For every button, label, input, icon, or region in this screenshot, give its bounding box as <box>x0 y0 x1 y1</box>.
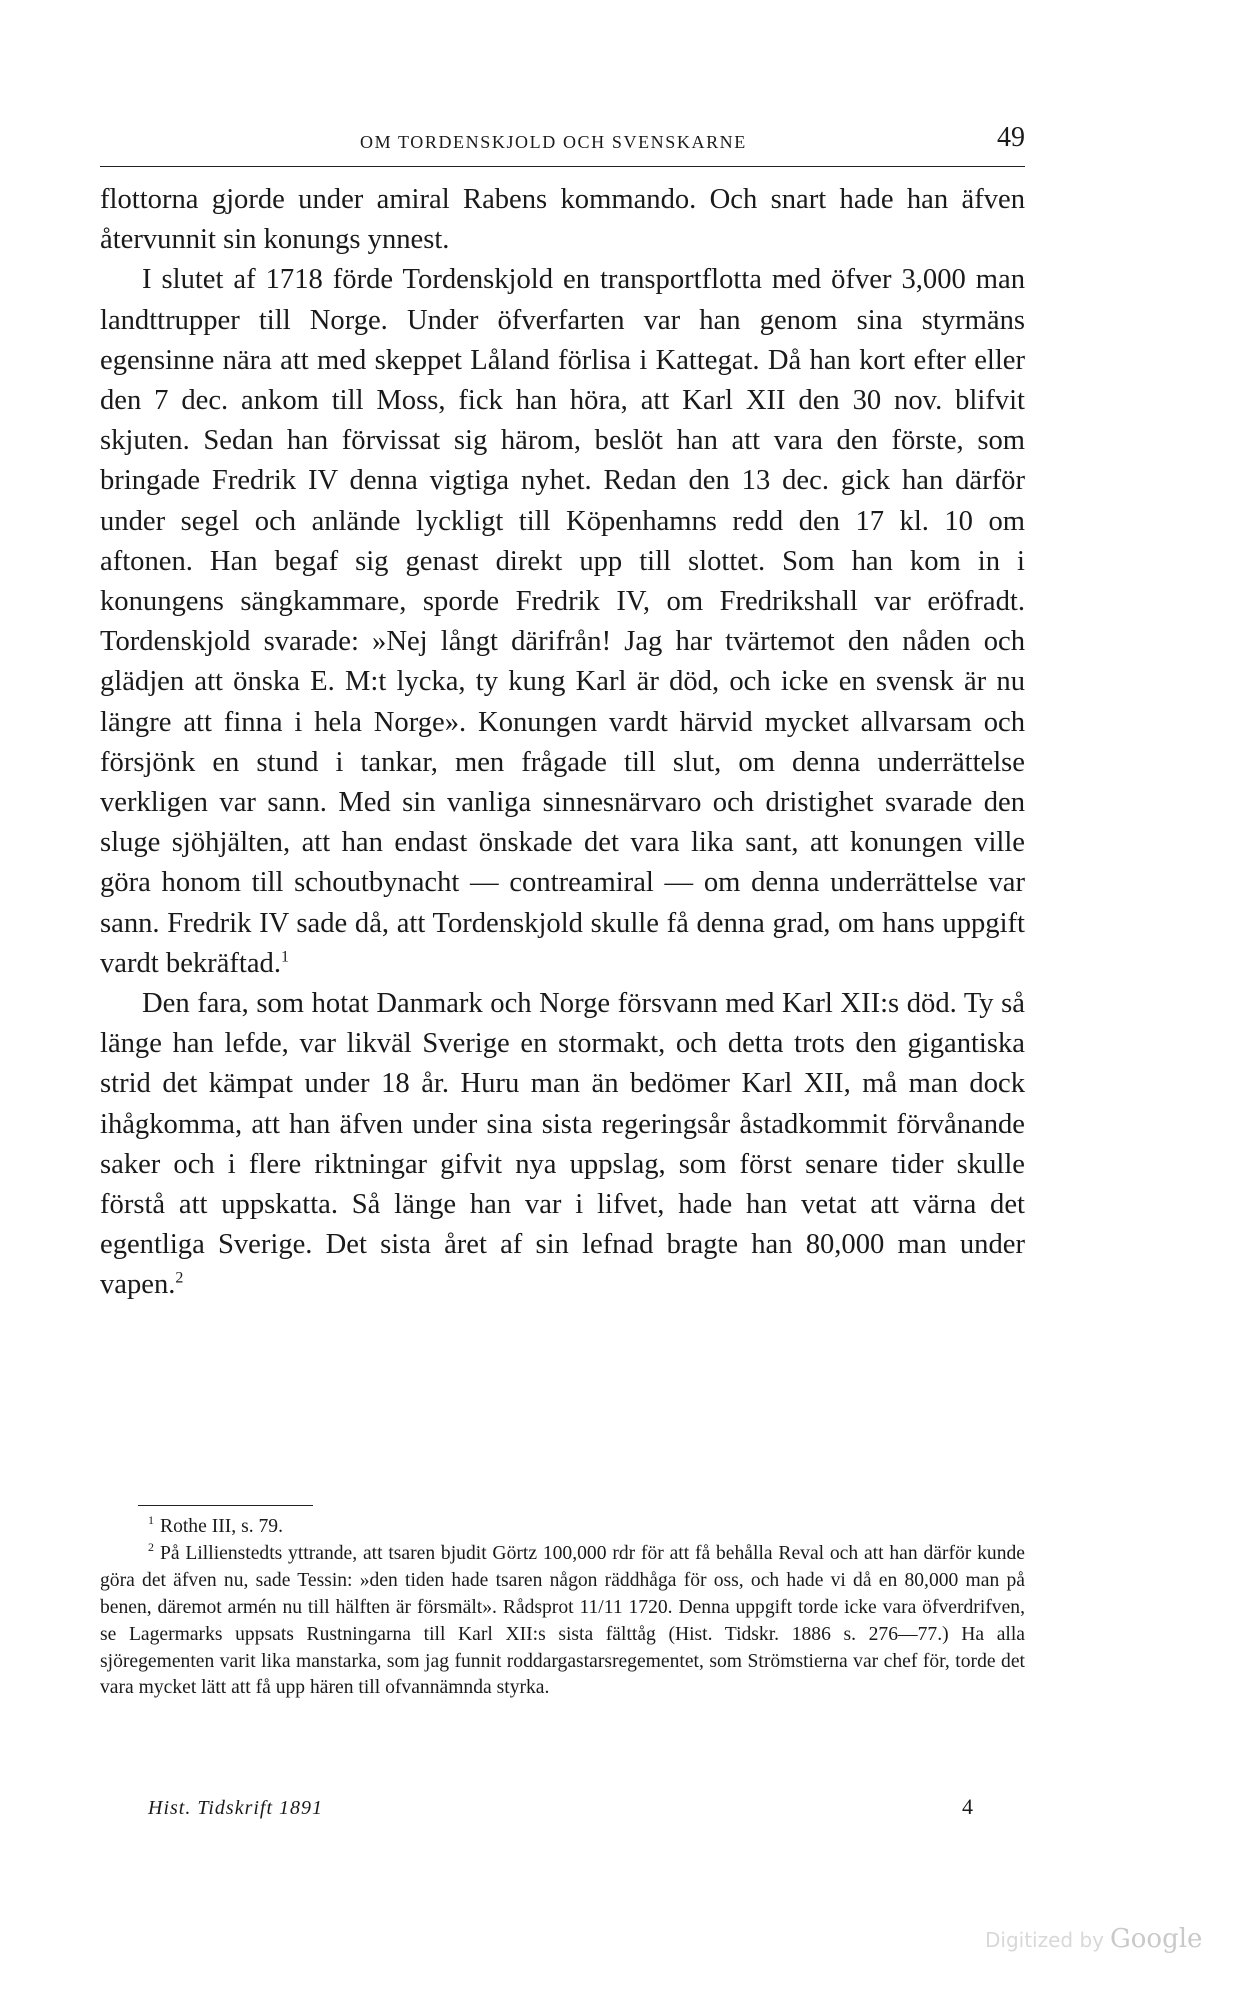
header-rule <box>100 166 1025 167</box>
digitized-watermark <box>985 1924 1202 1954</box>
footnote-rule <box>138 1505 313 1506</box>
footnote-2-marker: 2 <box>148 1540 154 1555</box>
paragraph-tordenskjold: I slutet af 1718 förde Tordenskjold en transportflotta med öfver 3,000 man landttrupper till Norge. Under öfverfarten var han genom sina styrmäns egensinne nära att med skeppet Låland förlisa i Kattegat. Då han kort efter eller den 7 dec. ankom till Moss, fick han höra, att Karl XII den 30 nov. blifvit skjuten. Sedan han förvissat sig härom, beslöt han att vara den förste, som bringade Fredrik IV denna vigtiga nyhet. Redan den 13 dec. gick han därför under segel och anlände lyckligt till Köpenhamns redd den 17 kl. 10 om aftonen. Han begaf sig genast direkt upp till slottet. Som han kom in i konungens sängkammare, sporde Fredrik IV, om Fredrikshall var eröfradt. Tordenskjold svarade: »Nej långt därifrån! Jag har tvärtemot den nåden och glädjen att önska E. M:t lycka, ty kung Karl är död, och icke en svensk är nu längre att finna i hela Norge». Konungen vardt härvid mycket allvarsam och försjönk en stund i tankar, men frågade till slut, om denna underrättelse verkligen var sann. Med sin vanliga sinnesnärvaro och dristighet svarade den sluge sjöhjälten, att han endast önskade det vara lika sant, att konungen ville göra honom till schoutbynacht — contreamiral — om denna underrättelse var sann. Fredrik IV sade då, att Tordenskjold skulle få denna grad, om hans uppgift vardt bekräftad.$^1$ <box>100 264 1025 979</box>
footnotes <box>100 1514 1025 1702</box>
footnote-1-marker: 1 <box>148 1513 154 1528</box>
paragraph-continuation: flottorna gjorde under amiral Rabens kommando. Och snart hade han äfven återvunnit sin konungs ynnest. <box>100 184 1025 256</box>
footnote-2: $^2$ På Lillienstedts yttrande, att tsaren bjudit Görtz 100,000 rdr för att få behålla Reval och att han därför kunde göra det äfven nu, sade Tessin: »den tiden hade tsaren någon räddhåga för oss, och hade vi då en 80,000 man på benen, däremot armén nu till hälften är försmält». Rådsprot 11/11 1720. Denna uppgift torde icke vara öfverdrifven, se Lagermarks uppsats Rustningarna till Karl XII:s sista fälttåg (Hist. Tidskr. 1886 s. 276—77.) Ha alla sjöregementen varit lika manstarka, som jag funnit roddargastarsregementet, som Strömstierna var chef för, torde det vara mycket lätt att få upp hären till ofvannämnda styrka. <box>100 1540 1025 1699</box>
running-head <box>100 122 1025 168</box>
watermark-prefix: Digitized by <box>985 1928 1104 1952</box>
signature-number: 4 <box>962 1794 973 1819</box>
watermark-brand: Google <box>1110 1924 1203 1954</box>
page-number: 49 <box>997 122 1025 153</box>
footnote-1: $^1$ Rothe III, s. 79. <box>148 1513 283 1537</box>
footnote-ref-1[interactable]: 1 <box>281 948 290 966</box>
body-text <box>100 180 1025 1306</box>
footnote-ref-2[interactable]: 2 <box>175 1269 184 1287</box>
paragraph-karl-xii: Den fara, som hotat Danmark och Norge försvann med Karl XII:s död. Ty så länge han lefde, var likväl Sverige en stormakt, och detta trots den gigantiska strid det kämpat under 18 år. Huru man än bedömer Karl XII, må man dock ihågkomma, att han äfven under sina sista regeringsår åstadkommit förvånande saker och i flere riktningar gifvit nya uppslag, som först senare tider skulle förstå att uppskatta. Så länge han var i lifvet, hade han vetat att värna det egentliga Sverige. Det sista året af sin lefnad bragte han 80,000 man under vapen.$^2$ <box>100 988 1025 1301</box>
signature-mark: Hist. Tidskrift 1891 <box>148 1797 324 1819</box>
running-title: OM TORDENSKJOLD OCH SVENSKARNE <box>360 132 747 152</box>
